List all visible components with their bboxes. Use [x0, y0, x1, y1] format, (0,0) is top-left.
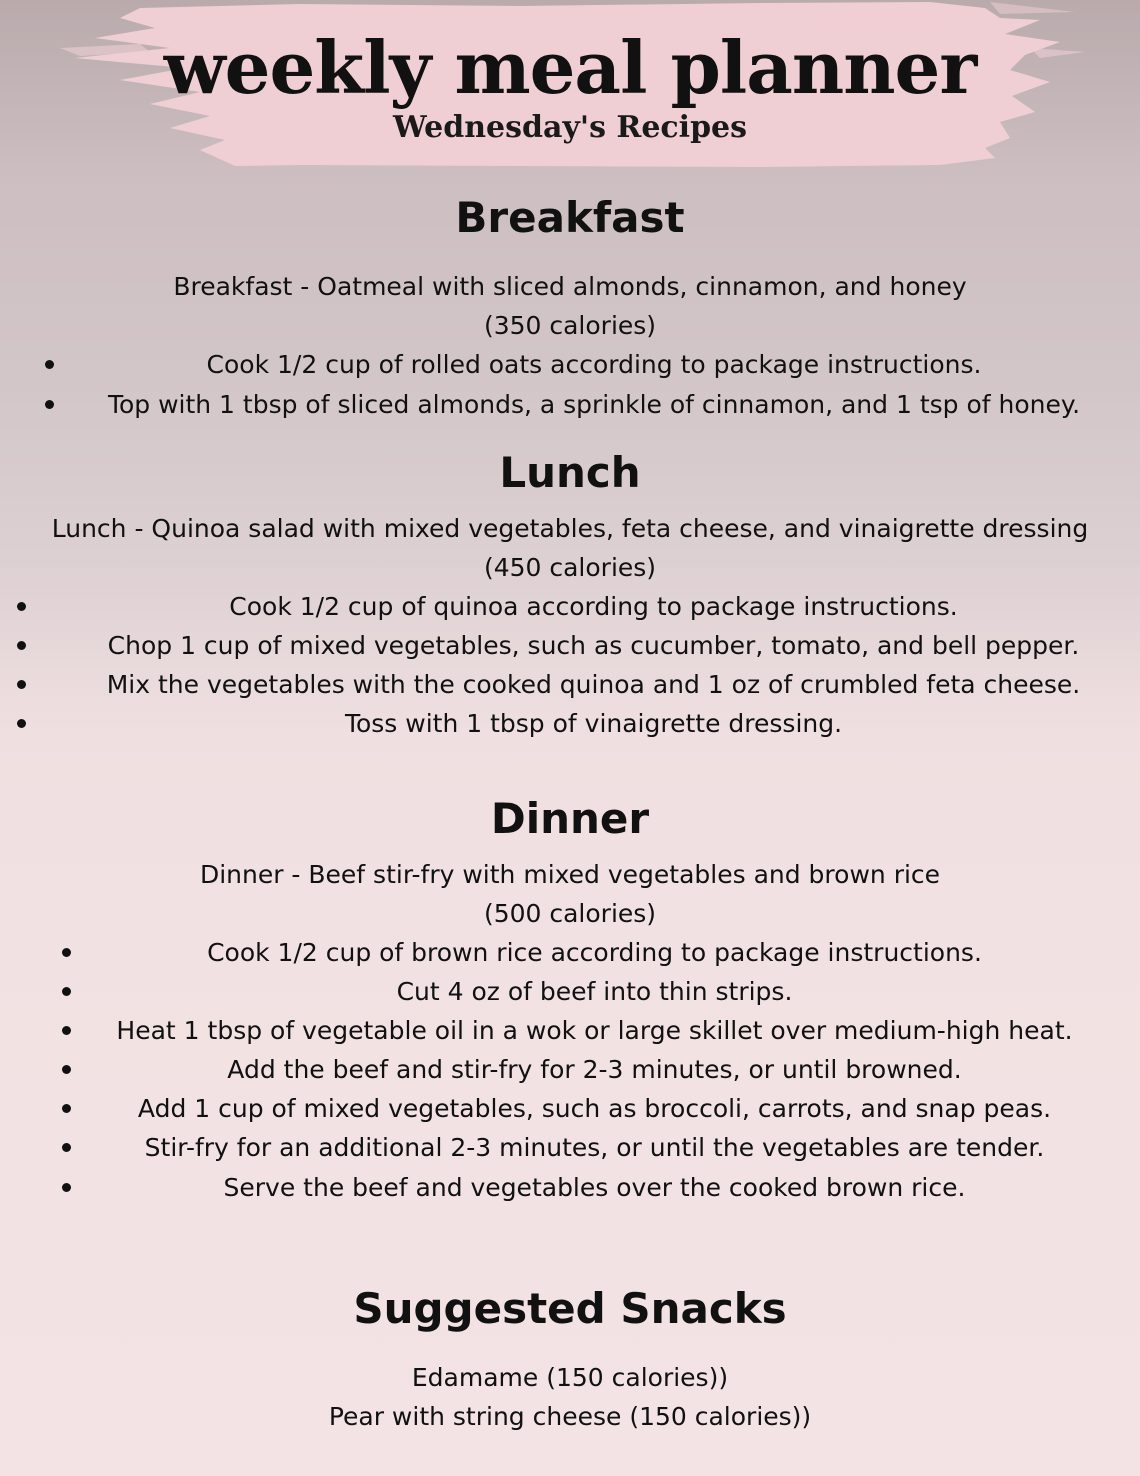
bullet-icon: [62, 1026, 71, 1035]
snack-item: Edamame (150 calories)): [411, 1363, 729, 1392]
bullet-icon: [62, 1143, 71, 1152]
page-subtitle: Wednesday's Recipes: [392, 110, 748, 145]
page-title: weekly meal planner: [163, 25, 977, 110]
breakfast-step: Cook 1/2 cup of rolled oats according to package instructions.: [206, 350, 982, 379]
dinner-step: Serve the beef and vegetables over the cooked brown rice.: [223, 1173, 966, 1202]
dinner-step: Cut 4 oz of beef into thin strips.: [396, 977, 793, 1006]
lunch-step: Mix the vegetables with the cooked quinoa and 1 oz of crumbled feta cheese.: [106, 670, 1081, 699]
dinner-description: Dinner - Beef stir-fry with mixed vegetables and brown rice: [199, 860, 941, 889]
bullet-icon: [62, 987, 71, 996]
bullet-icon: [62, 1183, 71, 1192]
bullet-icon: [45, 400, 54, 409]
bullet-icon: [62, 948, 71, 957]
dinner-heading: Dinner: [490, 794, 650, 843]
lunch-step: Chop 1 cup of mixed vegetables, such as cucumber, tomato, and bell pepper.: [107, 631, 1080, 660]
breakfast-step: Top with 1 tbsp of sliced almonds, a sprinkle of cinnamon, and 1 tsp of honey.: [107, 390, 1081, 419]
bullet-icon: [17, 719, 26, 728]
breakfast-description: Breakfast - Oatmeal with sliced almonds, cinnamon, and honey: [173, 272, 967, 301]
bullet-icon: [45, 360, 54, 369]
lunch-step: Toss with 1 tbsp of vinaigrette dressing.: [344, 709, 843, 738]
lunch-description: Lunch - Quinoa salad with mixed vegetables, feta cheese, and vinaigrette dressing: [51, 514, 1089, 543]
dinner-step: Add 1 cup of mixed vegetables, such as broccoli, carrots, and snap peas.: [137, 1094, 1052, 1123]
dinner-step: Stir-fry for an additional 2-3 minutes, or until the vegetables are tender.: [144, 1133, 1045, 1162]
bullet-icon: [17, 641, 26, 650]
dinner-step: Add the beef and stir-fry for 2-3 minutes, or until browned.: [227, 1055, 962, 1084]
dinner-step: Cook 1/2 cup of brown rice according to package instructions.: [207, 938, 982, 967]
breakfast-heading: Breakfast: [455, 193, 685, 242]
dinner-step: Heat 1 tbsp of vegetable oil in a wok or large skillet over medium-high heat.: [116, 1016, 1073, 1045]
lunch-step: Cook 1/2 cup of quinoa according to package instructions.: [229, 592, 958, 621]
snack-item: Pear with string cheese (150 calories)): [328, 1402, 812, 1431]
bullet-icon: [62, 1104, 71, 1113]
lunch-heading: Lunch: [499, 448, 641, 497]
bullet-icon: [17, 602, 26, 611]
lunch-calories: (450 calories): [483, 553, 657, 582]
bullet-icon: [17, 680, 26, 689]
bullet-icon: [62, 1065, 71, 1074]
snacks-heading: Suggested Snacks: [353, 1284, 787, 1333]
breakfast-calories: (350 calories): [483, 311, 657, 340]
dinner-calories: (500 calories): [483, 899, 657, 928]
